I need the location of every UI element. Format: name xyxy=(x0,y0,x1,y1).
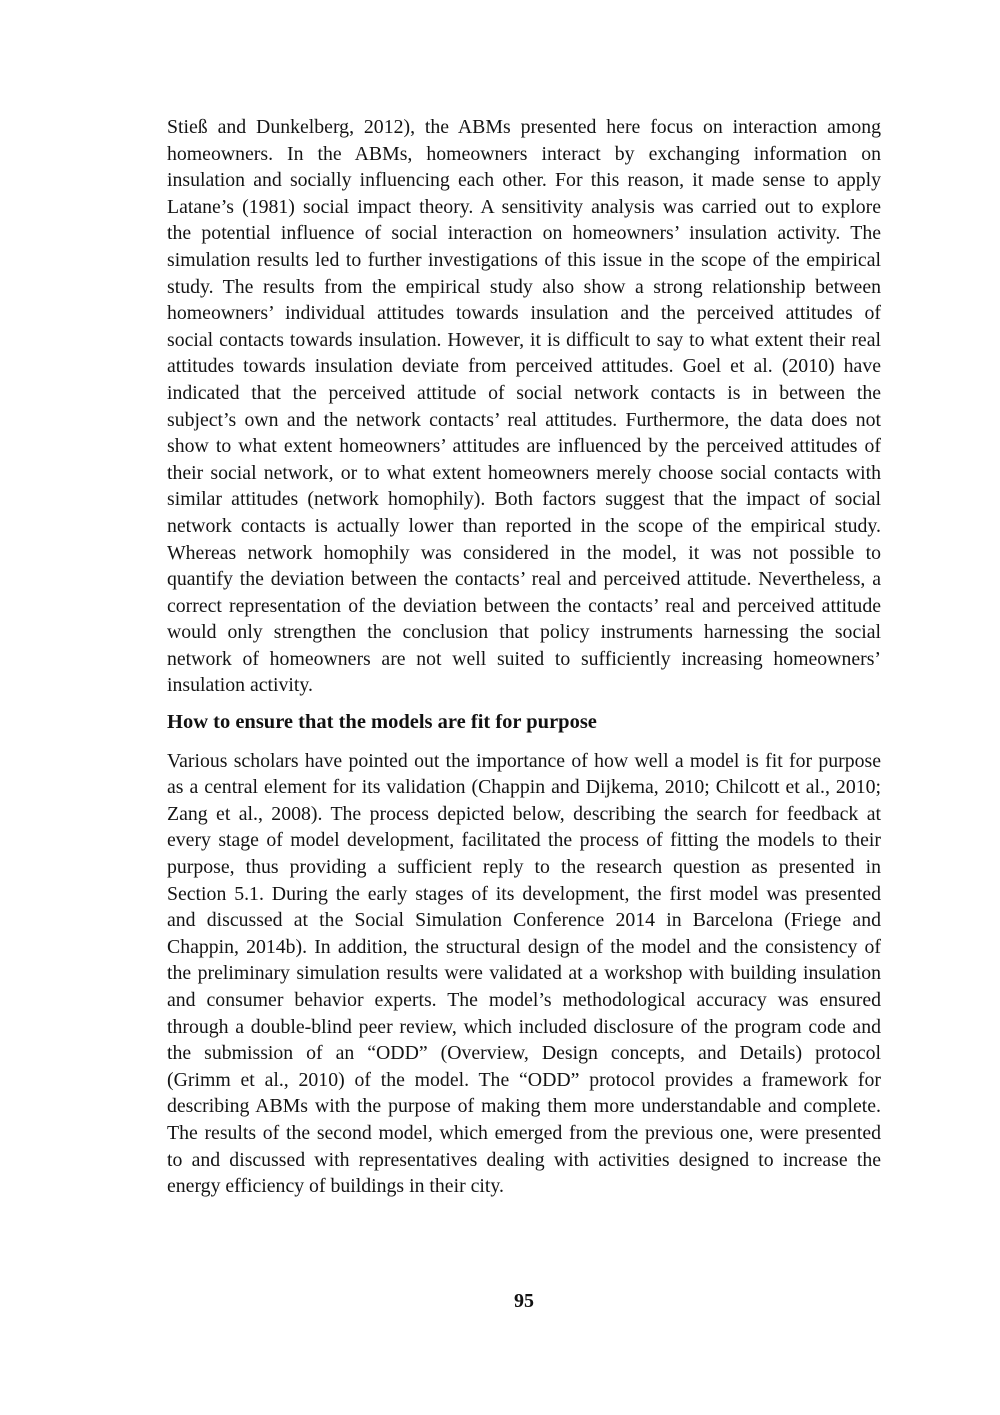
text-line: Whereas network homophily was considered in the model, it was not possible to xyxy=(167,541,881,564)
text-line: homeowners’ individual attitudes towards insulation and the perceived attitudes of xyxy=(167,302,881,325)
text-line: through a double-blind peer review, which included disclosure of the program code and xyxy=(167,1015,881,1038)
text-column xyxy=(167,114,881,1314)
text-line: Section 5.1. During the early stages of its development, the first model was presented xyxy=(167,882,881,905)
text-line: insulation and socially influencing each other. For this reason, it made sense to apply xyxy=(167,169,881,192)
text-line: as a central element for its validation (Chappin and Dijkema, 2010; Chilcott et al., 2010; xyxy=(167,776,881,799)
text-line: energy efficiency of buildings in their city. xyxy=(167,1175,504,1198)
text-line: (Grimm et al., 2010) of the model. The “ODD” protocol provides a framework for xyxy=(167,1068,881,1091)
text-line: the preliminary simulation results were validated at a workshop with building insulation xyxy=(167,962,881,985)
text-line: their social network, or to what extent homeowners merely choose social contacts with xyxy=(167,461,881,484)
text-line: The results of the second model, which emerged from the previous one, were presented xyxy=(167,1121,881,1144)
text-line: insulation activity. xyxy=(167,674,313,697)
text-line: Latane’s (1981) social impact theory. A sensitivity analysis was carried out to explore xyxy=(167,195,881,218)
text-line: similar attitudes (network homophily). Both factors suggest that the impact of social xyxy=(167,488,881,511)
text-line: the submission of an “ODD” (Overview, Design concepts, and Details) protocol xyxy=(167,1042,881,1065)
text-line: Various scholars have pointed out the importance of how well a model is fit for purpose xyxy=(167,749,881,772)
text-line: study. The results from the empirical study also show a strong relationship between xyxy=(167,275,881,298)
section-heading: How to ensure that the models are fit for purpose xyxy=(167,711,597,734)
text-line: Stieß and Dunkelberg, 2012), the ABMs presented here focus on interaction among xyxy=(167,116,881,138)
text-line: network contacts is actually lower than reported in the scope of the empirical study. xyxy=(167,514,881,537)
text-line: correct representation of the deviation between the contacts’ real and perceived attitude xyxy=(167,594,881,617)
text-line: and discussed at the Social Simulation Conference 2014 in Barcelona (Friege and xyxy=(167,909,881,932)
text-line: Zang et al., 2008). The process depicted below, describing the search for feedback at xyxy=(167,802,881,825)
page-number: 95 xyxy=(514,1289,534,1312)
text-line: and consumer behavior experts. The model’s methodological accuracy was ensured xyxy=(167,989,881,1011)
text-line: attitudes towards insulation deviate from perceived attitudes. Goel et al. (2010) have xyxy=(167,355,881,378)
text-line: indicated that the perceived attitude of social network contacts is in between the xyxy=(167,381,881,404)
text-line: show to what extent homeowners’ attitudes are influenced by the perceived attitudes of xyxy=(167,435,881,458)
paragraph-social-interaction xyxy=(167,114,881,699)
text-line: would only strengthen the conclusion that policy instruments harnessing the social xyxy=(167,621,881,644)
text-line: homeowners. In the ABMs, homeowners interact by exchanging information on xyxy=(167,142,881,165)
text-line: every stage of model development, facilitated the process of fitting the models to their xyxy=(167,829,881,852)
text-line: describing ABMs with the purpose of making them more understandable and complete. xyxy=(167,1095,881,1118)
text-line: subject’s own and the network contacts’ real attitudes. Furthermore, the data does not xyxy=(167,408,881,431)
text-line: to and discussed with representatives dealing with activities designed to increase the xyxy=(167,1148,881,1171)
text-line: Chappin, 2014b). In addition, the structural design of the model and the consistency of xyxy=(167,935,881,958)
text-line: purpose, thus providing a sufficient reply to the research question as presented in xyxy=(167,856,881,879)
text-line: network of homeowners are not well suited to sufficiently increasing homeowners’ xyxy=(167,647,881,670)
paragraph-fit-for-purpose xyxy=(167,748,881,1200)
text-line: the potential influence of social interaction on homeowners’ insulation activity. The xyxy=(167,222,881,245)
text-line: quantify the deviation between the contacts’ real and perceived attitude. Nevertheless, a xyxy=(167,568,881,591)
text-line: simulation results led to further investigations of this issue in the scope of the empirical xyxy=(167,248,881,271)
text-line: social contacts towards insulation. However, it is difficult to say to what extent their real xyxy=(167,328,881,351)
